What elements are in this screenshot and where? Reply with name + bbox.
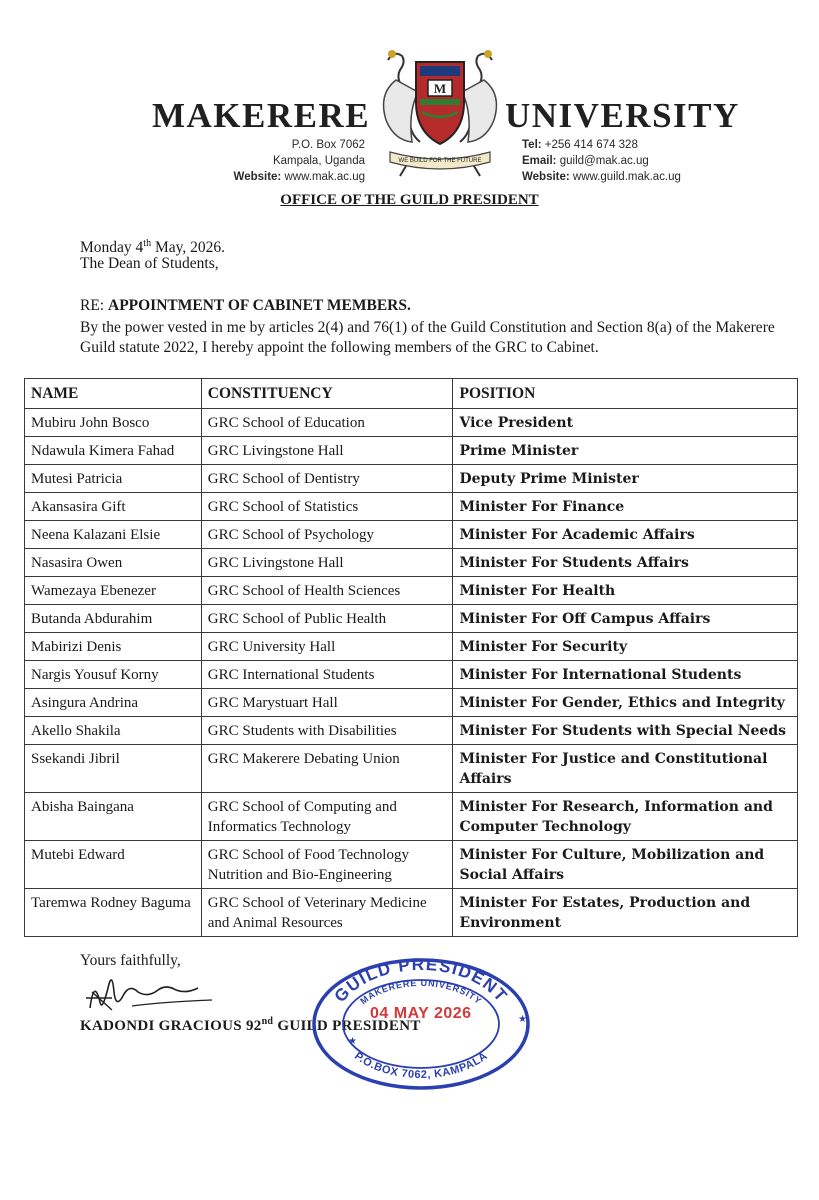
stamp-bottom-text: P.O.BOX 7062, KAMPALA	[352, 1050, 490, 1082]
body-paragraph: By the power vested in me by articles 2(4) and 76(1) of the Guild Constitution and Section 8(a) of the Makerere Guild statute 2022, I hereby appoint the following members of the GRC to Cabinet.	[80, 319, 775, 356]
university-name-left: MAKERERE	[152, 96, 371, 135]
valediction: Yours faithfully,	[80, 952, 181, 969]
table-row	[25, 717, 798, 745]
member-constituency: GRC School of Dentistry	[201, 465, 453, 493]
member-position: Minister For Gender, Ethics and Integrity	[453, 689, 798, 717]
member-name: Mabirizi Denis	[25, 633, 202, 661]
table-header-row	[25, 379, 798, 409]
member-position: Minister For Finance	[453, 493, 798, 521]
member-name: Mubiru John Bosco	[25, 409, 202, 437]
member-constituency: GRC Marystuart Hall	[201, 689, 453, 717]
recipient: The Dean of Students,	[80, 255, 219, 272]
member-name: Taremwa Rodney Baguma	[25, 889, 202, 937]
member-constituency: GRC International Students	[201, 661, 453, 689]
member-name: Asingura Andrina	[25, 689, 202, 717]
member-constituency: GRC Livingstone Hall	[201, 437, 453, 465]
letter-date: Monday 4th May, 2026.	[80, 238, 225, 257]
table-row	[25, 493, 798, 521]
member-constituency: GRC School of Education	[201, 409, 453, 437]
table-row	[25, 577, 798, 605]
signatory: KADONDI GRACIOUS 92nd GUILD PRESIDENT	[80, 1016, 421, 1034]
table-row	[25, 409, 798, 437]
member-constituency: GRC School of Computing and Informatics Technology	[201, 793, 453, 841]
member-position: Minister For International Students	[453, 661, 798, 689]
member-name: Butanda Abdurahim	[25, 605, 202, 633]
member-position: Prime Minister	[453, 437, 798, 465]
member-name: Ssekandi Jibril	[25, 745, 202, 793]
website-right: www.guild.mak.ac.ug	[572, 171, 681, 183]
member-position: Minister For Students with Special Needs	[453, 717, 798, 745]
tel-line	[522, 137, 762, 153]
member-name: Akansasira Gift	[25, 493, 202, 521]
office-title: OFFICE OF THE GUILD PRESIDENT	[280, 192, 539, 208]
table-row	[25, 661, 798, 689]
member-position: Minister For Estates, Production and Environment	[453, 889, 798, 937]
website-left: www.mak.ac.ug	[284, 171, 365, 183]
member-position: Minister For Off Campus Affairs	[453, 605, 798, 633]
table-row	[25, 521, 798, 549]
stamp-top-text: GUILD PRESIDENT	[330, 954, 512, 1007]
member-position: Minister For Health	[453, 577, 798, 605]
website-label-right: Website:	[522, 171, 570, 183]
email-address: guild@mak.ac.ug	[559, 155, 649, 167]
member-position: Deputy Prime Minister	[453, 465, 798, 493]
member-name: Akello Shakila	[25, 717, 202, 745]
member-name: Nargis Yousuf Korny	[25, 661, 202, 689]
member-constituency: GRC School of Statistics	[201, 493, 453, 521]
member-constituency: GRC Makerere Debating Union	[201, 745, 453, 793]
member-name: Ndawula Kimera Fahad	[25, 437, 202, 465]
website-label: Website:	[233, 171, 282, 183]
table-row	[25, 465, 798, 493]
member-constituency: GRC School of Psychology	[201, 521, 453, 549]
member-name: Nasasira Owen	[25, 549, 202, 577]
table-row	[25, 437, 798, 465]
university-crest-icon	[360, 40, 520, 180]
tel-label: Tel:	[522, 139, 542, 151]
svg-text:P.O.BOX 7062, KAMPALA	[352, 1050, 490, 1081]
member-position: Minister For Students Affairs	[453, 549, 798, 577]
member-position: Minister For Security	[453, 633, 798, 661]
table-row	[25, 793, 798, 841]
svg-text:MAKERERE UNIVERSITY	[358, 978, 483, 1006]
member-name: Wamezaya Ebenezer	[25, 577, 202, 605]
cabinet-table	[24, 378, 798, 937]
contact-block-right	[522, 137, 762, 185]
table-row	[25, 841, 798, 889]
university-name-right: UNIVERSITY	[505, 96, 740, 135]
member-name: Mutesi Patricia	[25, 465, 202, 493]
website-line	[205, 169, 365, 185]
header-name: NAME	[25, 379, 202, 409]
email-line	[522, 153, 762, 169]
address-line: Kampala, Uganda	[272, 155, 365, 167]
member-constituency: GRC University Hall	[201, 633, 453, 661]
table-row	[25, 889, 798, 937]
table-row	[25, 745, 798, 793]
member-constituency: GRC School of Health Sciences	[201, 577, 453, 605]
table-row	[25, 549, 798, 577]
svg-text:★: ★	[518, 1014, 527, 1025]
table-row	[25, 633, 798, 661]
table-row	[25, 689, 798, 717]
tel-number: +256 414 674 328	[544, 139, 638, 151]
address-block-left	[205, 137, 365, 185]
member-position: Minister For Academic Affairs	[453, 521, 798, 549]
member-position: Minister For Research, Information and Computer Technology	[453, 793, 798, 841]
member-name: Mutebi Edward	[25, 841, 202, 889]
member-constituency: GRC Livingstone Hall	[201, 549, 453, 577]
member-position: Minister For Justice and Constitutional Affairs	[453, 745, 798, 793]
email-label: Email:	[522, 155, 557, 167]
member-constituency: GRC Students with Disabilities	[201, 717, 453, 745]
website-line-right	[522, 169, 762, 185]
svg-text:M: M	[433, 81, 447, 96]
member-position: Minister For Culture, Mobilization and Social Affairs	[453, 841, 798, 889]
member-constituency: GRC School of Veterinary Medicine and Animal Resources	[201, 889, 453, 937]
member-position: Vice President	[453, 409, 798, 437]
subject-title: APPOINTMENT OF CABINET MEMBERS.	[108, 297, 411, 314]
handwritten-signature	[82, 968, 222, 1020]
header-position: POSITION	[453, 379, 798, 409]
member-name: Neena Kalazani Elsie	[25, 521, 202, 549]
stamp-inner-text: MAKERERE UNIVERSITY	[358, 977, 484, 1007]
member-constituency: GRC School of Public Health	[201, 605, 453, 633]
header-constituency: CONSTITUENCY	[201, 379, 453, 409]
member-name: Abisha Baingana	[25, 793, 202, 841]
stamp-date: 04 MAY 2026	[370, 1005, 472, 1022]
crest-motto: WE BUILD FOR THE FUTURE	[398, 158, 482, 164]
svg-text:★: ★	[348, 1036, 357, 1047]
table-row	[25, 605, 798, 633]
subject-line: RE: APPOINTMENT OF CABINET MEMBERS.	[80, 297, 411, 314]
member-constituency: GRC School of Food Technology Nutrition and Bio-Engineering	[201, 841, 453, 889]
address-line: P.O. Box 7062	[291, 139, 365, 151]
